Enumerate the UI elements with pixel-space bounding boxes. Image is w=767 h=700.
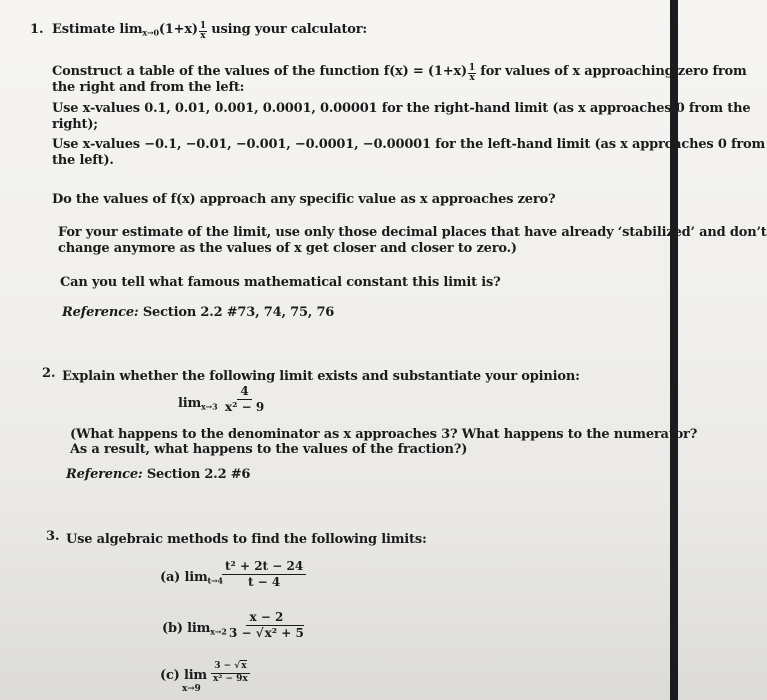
q3b-label-limit: (b) $\lim_{x\to 2}$ bbox=[162, 621, 227, 637]
q1-paragraph-2-line-2: right); bbox=[52, 117, 98, 132]
q3a-label-limit: (a) $\lim_{t\to 4}$ bbox=[160, 570, 223, 586]
q3b-numerator: x − 2 bbox=[246, 611, 286, 626]
q1-number: 1. bbox=[30, 22, 44, 37]
q3c-limit-subscript: x→9 bbox=[182, 684, 201, 694]
q3c-fraction bbox=[210, 662, 251, 685]
q2-denominator: x² − 9 bbox=[225, 400, 265, 415]
q2-numerator: 4 bbox=[237, 385, 251, 400]
q2-heading: Explain whether the following limit exists and substantiate your opinion: bbox=[62, 369, 580, 384]
q2-paragraph-1: (What happens to the denominator as x approaches 3? What happens to the numerator? bbox=[70, 427, 698, 442]
q2-paragraph-2: As a result, what happens to the values of the fraction?) bbox=[70, 442, 468, 457]
q1-paragraph-1-line-1: Construct a table of the values of the function f(x) = (1+x) $\frac{1}{x}$ for values of x approaching zero from bbox=[52, 63, 747, 84]
q1-paragraph-2-line-1: Use x-values 0.1, 0.01, 0.001, 0.0001, 0.00001 for the right-hand limit (as x approaches 0 from the bbox=[52, 101, 751, 116]
q1-reference: Reference: Section 2.2 #73, 74, 75, 76 bbox=[62, 305, 335, 320]
q3a-denominator: t − 4 bbox=[247, 575, 281, 590]
q3-number: 3. bbox=[46, 529, 60, 544]
q1-paragraph-3-line-1: Use x-values −0.1, −0.01, −0.001, −0.0001, −0.00001 for the left-hand limit (as x approaches 0 from bbox=[52, 137, 766, 152]
q1-paragraph-6: Can you tell what famous mathematical constant this limit is? bbox=[60, 275, 501, 290]
q3c-denominator: x² − 9x bbox=[213, 673, 248, 684]
q2-reference: Reference: Section 2.2 #6 bbox=[66, 467, 251, 482]
q1-paragraph-3-line-2: the left). bbox=[52, 153, 114, 168]
q1-paragraph-4: Do the values of f(x) approach any specific value as x approaches zero? bbox=[52, 192, 556, 207]
q1-paragraph-5-line-1: For your estimate of the limit, use only those decimal places that have already ‘stabilized’ and don’t bbox=[58, 225, 767, 240]
q3c-label-limit: (c) lim bbox=[160, 668, 207, 683]
q3-heading: Use algebraic methods to find the following limits: bbox=[66, 532, 427, 547]
q1-paragraph-5-line-2: change anymore as the values of x get closer and closer to zero.) bbox=[58, 241, 517, 256]
q2-number: 2. bbox=[42, 366, 56, 381]
q3b-fraction bbox=[226, 611, 307, 640]
q3a-fraction bbox=[222, 560, 306, 589]
q2-fraction bbox=[222, 385, 267, 414]
q3b-denominator: 3 − √x² + 5 bbox=[229, 626, 304, 641]
q3c-numerator: 3 − √x bbox=[211, 662, 249, 674]
q1-heading: Estimate $\lim_{x\to 0}(1+x)$ $\frac{1}{x}$ using your calculator: bbox=[52, 21, 367, 42]
q2-limit: $\lim_{x\to 3}$ bbox=[178, 396, 218, 412]
q3a-numerator: t² + 2t − 24 bbox=[222, 560, 306, 575]
q1-paragraph-1-line-2: the right and from the left: bbox=[52, 80, 245, 95]
